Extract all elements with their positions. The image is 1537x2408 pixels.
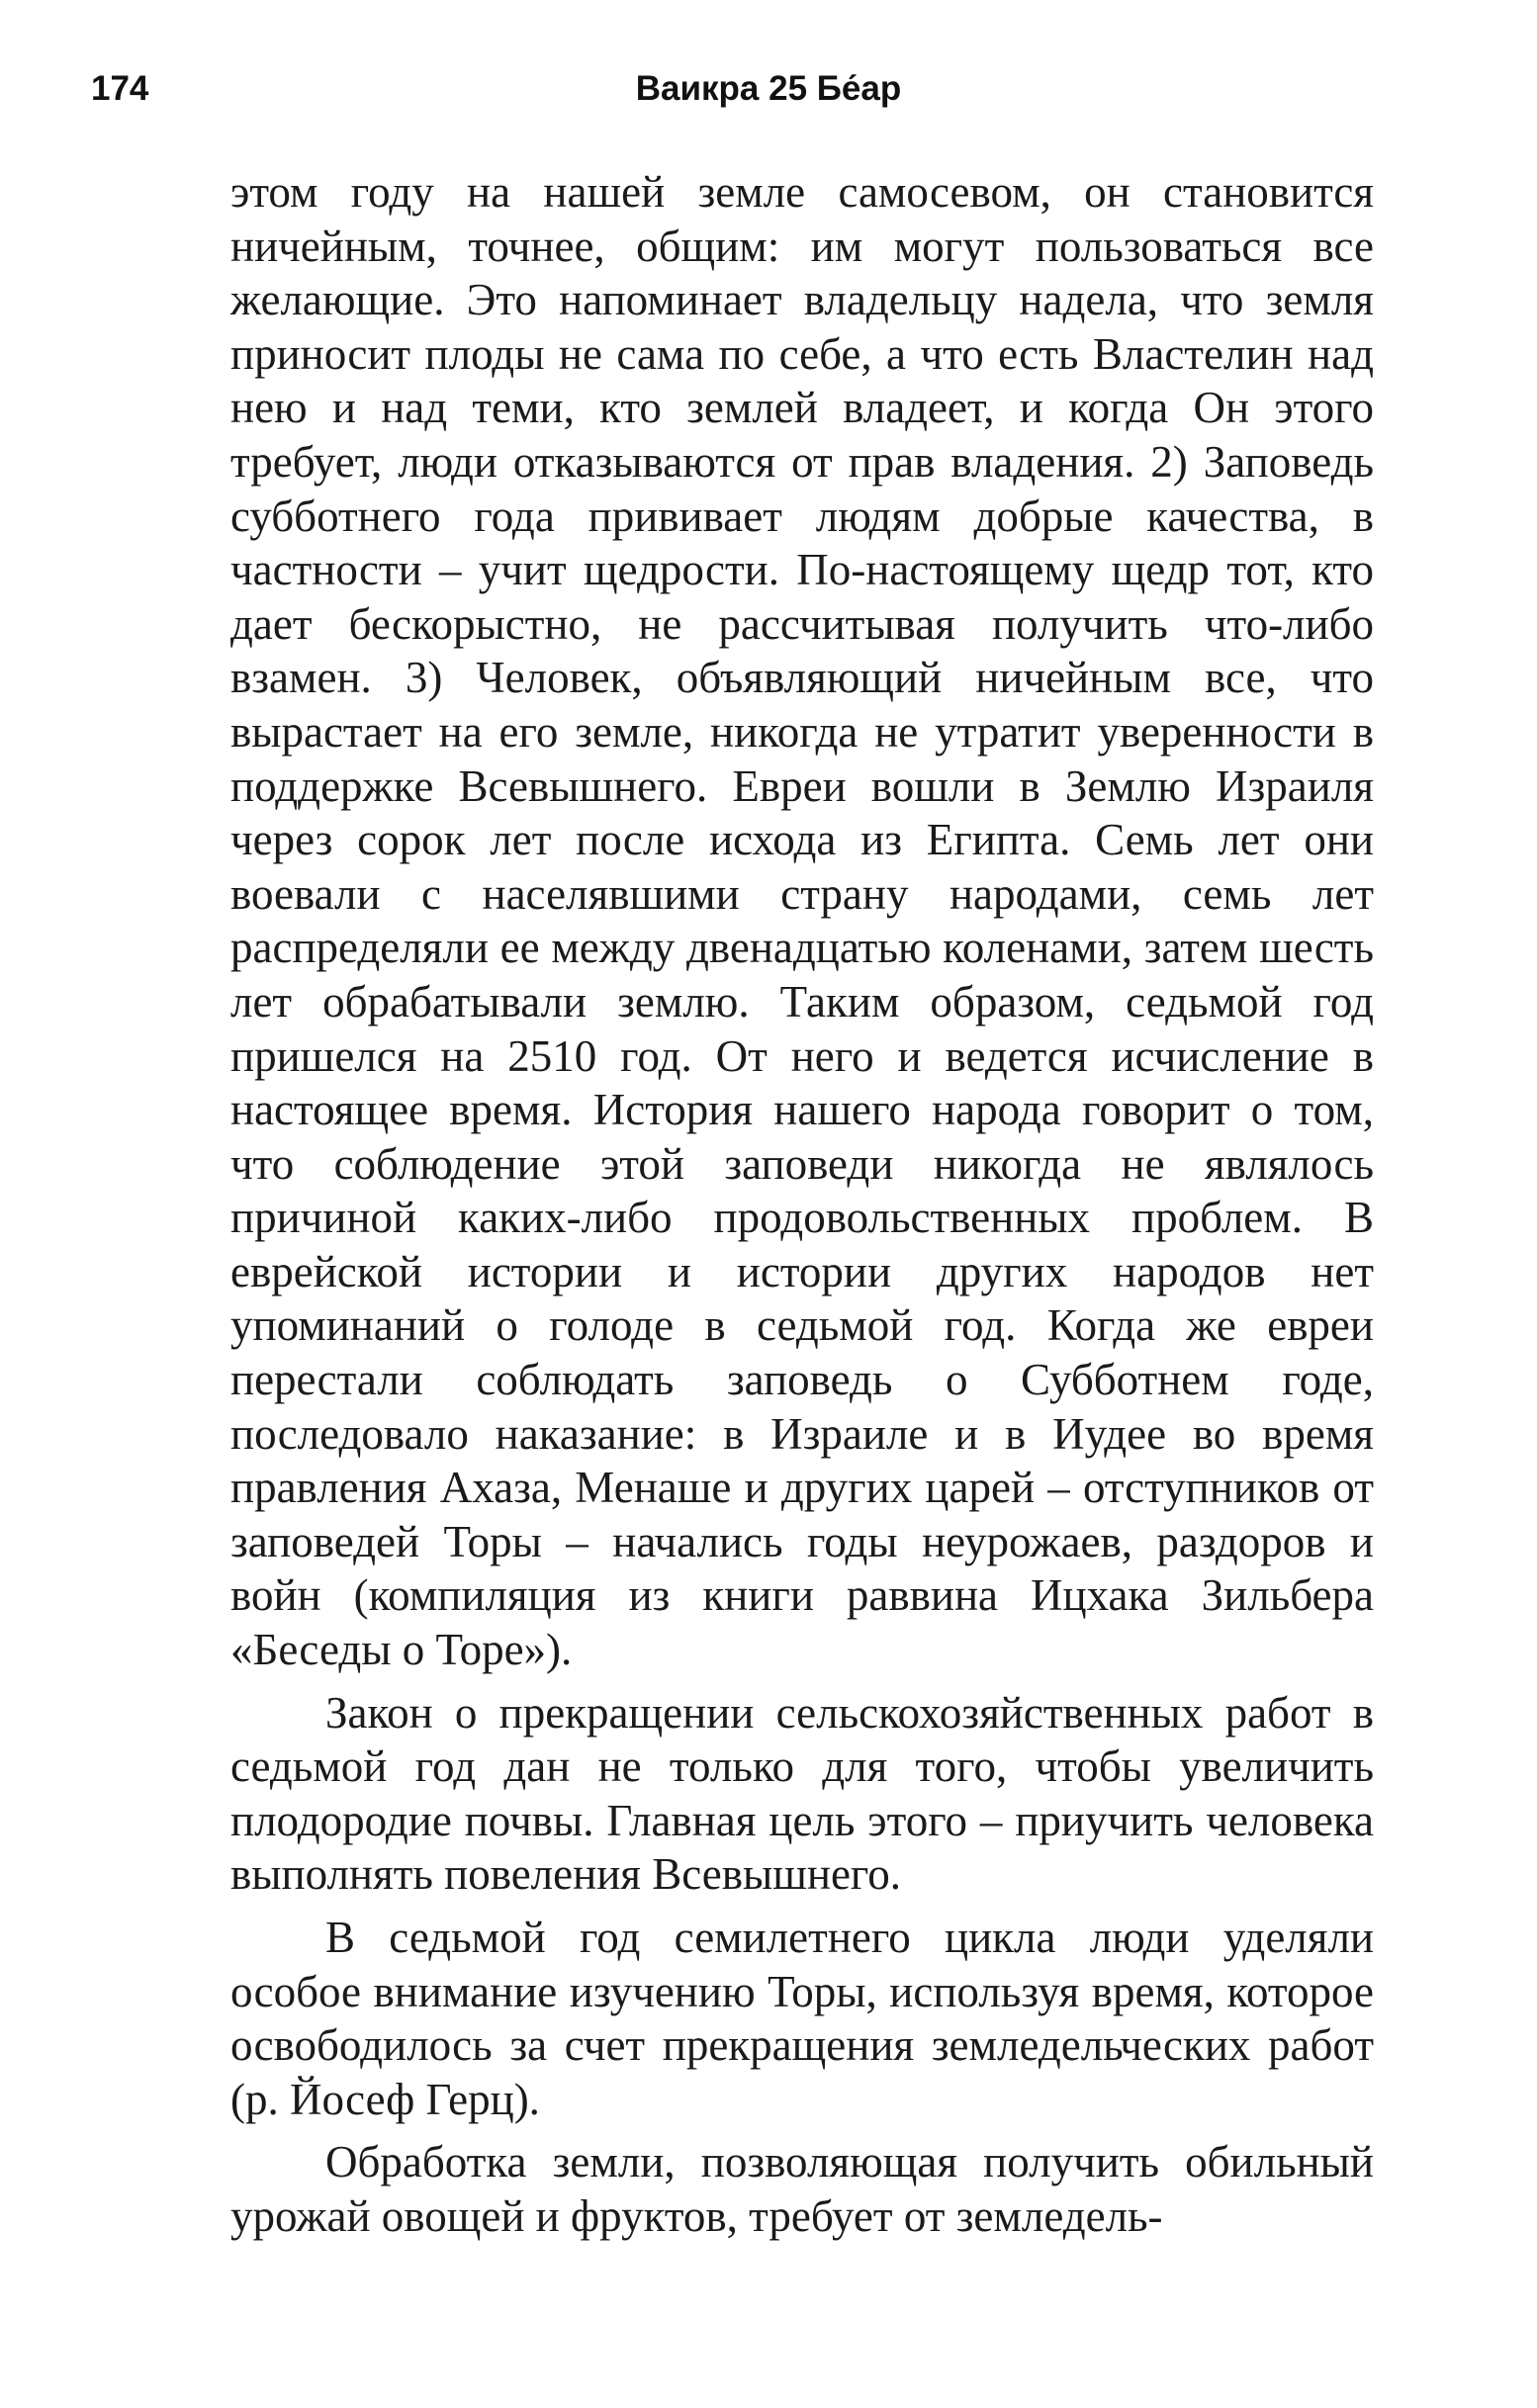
paragraph: Закон о прекращении сельскохозяйственных работ в седьмой год дан не только для того, чтобы увеличить плодородие почвы. Главная цель этого – приучить человека выполнять повеления Всевышнего. bbox=[230, 1687, 1374, 1900]
paragraph: Обработка земли, позволяющая получить обильный урожай овощей и фруктов, требует от земледель- bbox=[230, 2137, 1374, 2241]
body-text bbox=[230, 165, 1374, 2244]
running-head bbox=[0, 69, 1537, 129]
paragraph-continued: этом году на нашей земле самосевом, он становится ничейным, точнее, общим: им могут пользоваться все желающие. Это напоминает владельцу надела, что земля приносит плоды не сама по себе, а что есть Властелин над нею и над теми, кто землей владеет, и когда Он этого требует, люди отказываются от прав владения. 2) Заповедь субботнего года прививает людям добрые качества, в частности – учит щедрости. По-настоящему щедр тот, кто дает бескорыстно, не рассчитывая получить что-либо взамен. 3) Человек, объявляющий ничейным все, что вырастает на его земле, никогда не утратит уверенности в поддержке Всевышнего. Евреи вошли в Землю Израиля через сорок лет после исхода из Египта. Семь лет они воевали с населявшими страну народами, семь лет распределяли ее между двенадцатью коленами, затем шесть лет обрабатывали землю. Таким образом, седьмой год пришелся на 2510 год. От него и ведется исчисление в настоящее время. История нашего народа говорит о том, что соблюдение этой заповеди никогда не являлось причиной каких-либо продовольственных проблем. В еврейской истории и истории других народов нет упоминаний о голоде в седьмой год. Когда же евреи перестали соблюдать заповедь о Субботнем годе, последовало наказание: в Израиле и в Иудее во время правления Ахаза, Менаше и других царей – отступников от заповедей Торы – начались годы неурожаев, раздоров и войн (компиляция из книги раввина Ицхака Зильбера «Беседы о Торе»). bbox=[230, 167, 1374, 1675]
page-number: 174 bbox=[91, 69, 149, 108]
running-title: Ваикра 25 Бе́ар bbox=[635, 69, 902, 108]
paragraph: В седьмой год семилетнего цикла люди уделяли особое внимание изучению Торы, используя время, которое освободилось за счет прекращения земледельческих работ (р. Йосеф Герц). bbox=[230, 1913, 1374, 2124]
